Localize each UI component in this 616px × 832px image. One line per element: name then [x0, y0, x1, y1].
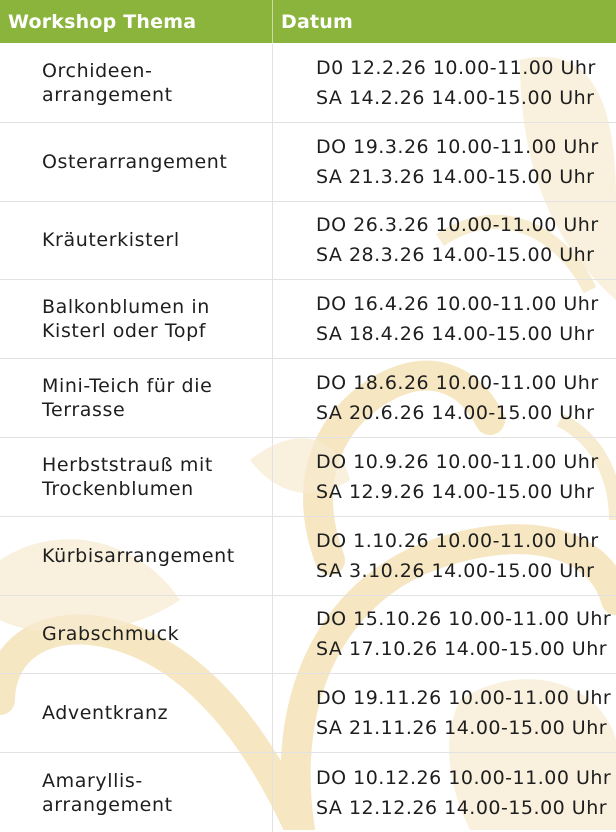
topic-cell [0, 517, 272, 595]
table-row [0, 674, 616, 753]
topic-cell [0, 123, 272, 201]
table-row [0, 753, 616, 832]
topic-cell [0, 280, 272, 358]
workshop-date: DO 10.12.26 10.00-11.00 Uhr [316, 766, 612, 789]
workshop-topic: Adventkranz [42, 702, 169, 725]
workshop-topic: Orchideen- arrangement [42, 59, 173, 106]
topic-cell [0, 44, 272, 122]
table-row [0, 517, 616, 596]
table-row [0, 202, 616, 281]
workshop-date: SA 14.2.26 14.00-15.00 Uhr [316, 86, 595, 109]
workshop-date: DO 19.11.26 10.00-11.00 Uhr [316, 687, 612, 710]
workshop-topic: Amaryllis- arrangement [42, 769, 173, 816]
date-cell [272, 359, 616, 437]
topic-cell [0, 753, 272, 832]
workshop-topic: Osterarrangement [42, 150, 228, 173]
workshop-date: SA 3.10.26 14.00-15.00 Uhr [316, 559, 595, 582]
workshop-date: DO 16.4.26 10.00-11.00 Uhr [316, 293, 599, 316]
workshop-topic: Kürbisarrangement [42, 544, 235, 567]
table-row [0, 596, 616, 675]
date-cell [272, 596, 616, 674]
workshop-date: SA 21.11.26 14.00-15.00 Uhr [316, 717, 608, 740]
workshop-date: DO 18.6.26 10.00-11.00 Uhr [316, 372, 599, 395]
date-cell [272, 202, 616, 280]
topic-cell [0, 438, 272, 516]
workshop-topic: Kräuterkisterl [42, 229, 180, 252]
table-row [0, 44, 616, 123]
table-row [0, 359, 616, 438]
workshop-date: SA 28.3.26 14.00-15.00 Uhr [316, 244, 595, 267]
header-cell-topic [0, 11, 272, 33]
date-cell [272, 44, 616, 122]
date-cell [272, 753, 616, 832]
table-row [0, 123, 616, 202]
workshop-date: DO 26.3.26 10.00-11.00 Uhr [316, 214, 599, 237]
workshop-topic: Herbststrauß mit Trockenblumen [42, 453, 213, 500]
topic-cell [0, 674, 272, 752]
table-body [0, 44, 616, 832]
date-cell [272, 674, 616, 752]
workshop-topic: Balkonblumen in Kisterl oder Topf [42, 296, 210, 343]
workshop-date: D0 12.2.26 10.00-11.00 Uhr [316, 56, 596, 79]
table-row [0, 438, 616, 517]
topic-cell [0, 359, 272, 437]
topic-cell [0, 202, 272, 280]
date-cell [272, 123, 616, 201]
workshop-date: DO 10.9.26 10.00-11.00 Uhr [316, 450, 599, 473]
workshop-date: DO 1.10.26 10.00-11.00 Uhr [316, 529, 599, 552]
date-cell [272, 438, 616, 516]
header-cell-date [272, 0, 616, 43]
workshop-date: DO 19.3.26 10.00-11.00 Uhr [316, 135, 599, 158]
date-cell [272, 517, 616, 595]
workshop-date: SA 21.3.26 14.00-15.00 Uhr [316, 165, 595, 188]
workshop-date: SA 12.12.26 14.00-15.00 Uhr [316, 796, 608, 819]
table-header [0, 0, 616, 44]
workshop-topic: Grabschmuck [42, 623, 180, 646]
workshop-date: SA 20.6.26 14.00-15.00 Uhr [316, 402, 595, 425]
date-cell [272, 280, 616, 358]
topic-cell [0, 596, 272, 674]
workshop-date: DO 15.10.26 10.00-11.00 Uhr [316, 608, 612, 631]
workshop-topic: Mini-Teich für die Terrasse [42, 375, 213, 422]
workshop-date: SA 12.9.26 14.00-15.00 Uhr [316, 480, 595, 503]
table-row [0, 280, 616, 359]
header-label-topic: Workshop Thema [8, 10, 197, 33]
header-label-date: Datum [281, 10, 353, 33]
workshop-date: SA 17.10.26 14.00-15.00 Uhr [316, 638, 608, 661]
workshop-date: SA 18.4.26 14.00-15.00 Uhr [316, 323, 595, 346]
